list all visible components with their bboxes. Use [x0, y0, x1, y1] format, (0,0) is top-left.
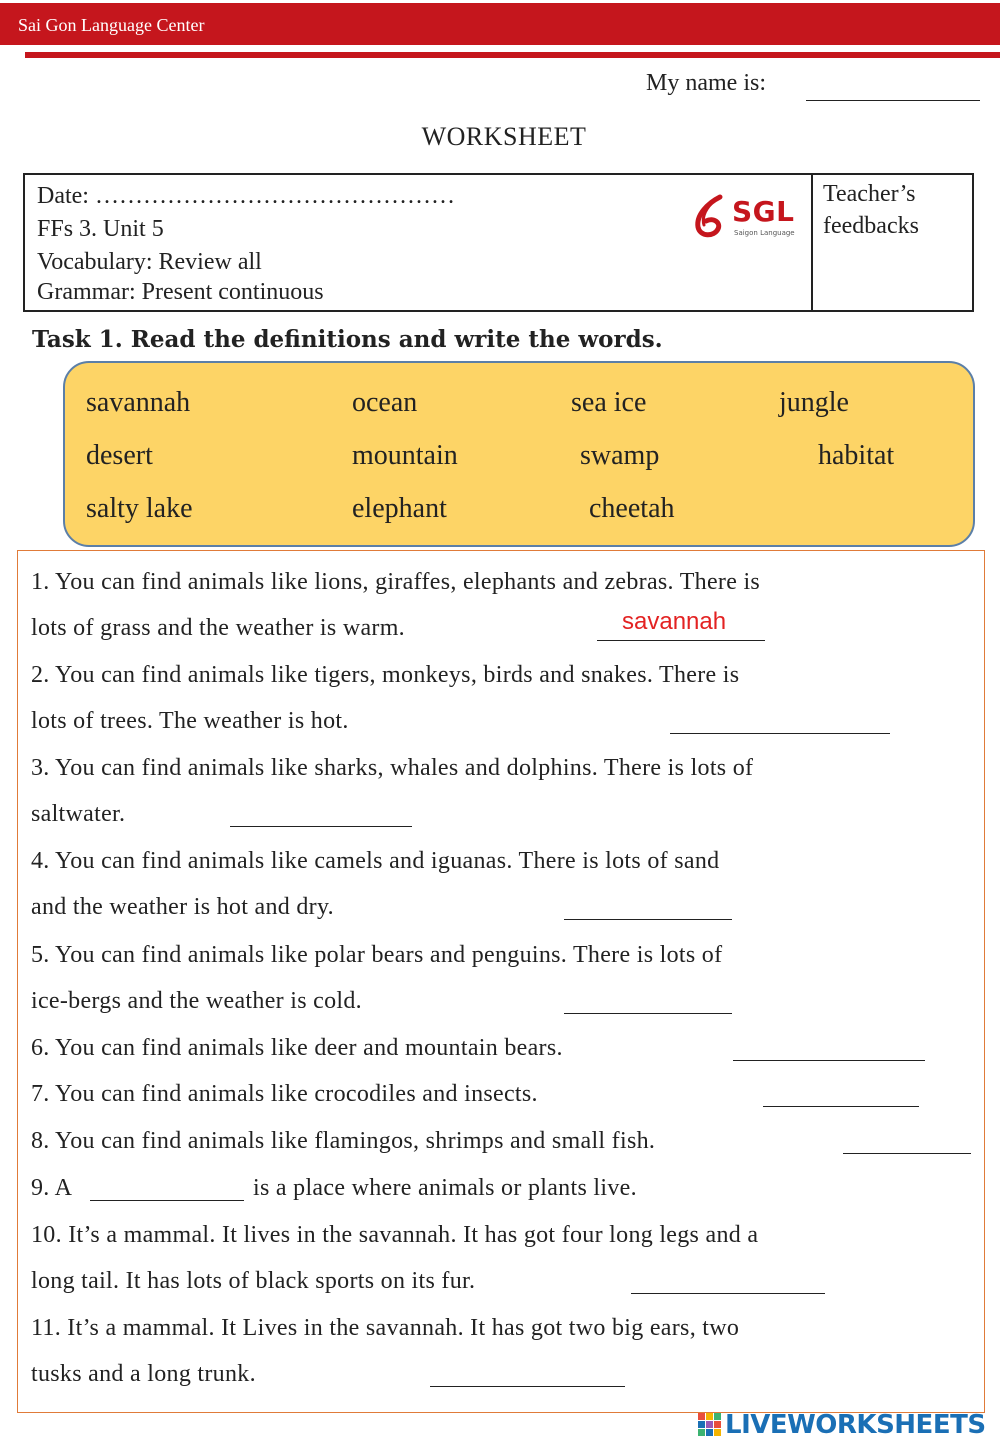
word-salty-lake: salty lake — [86, 493, 193, 524]
answer-4-blank[interactable] — [564, 919, 732, 920]
vocabulary-line: Vocabulary: Review all — [37, 249, 262, 275]
question-1-line-2: lots of grass and the weather is warm. — [31, 615, 405, 641]
question-3-line-1: 3. You can find animals like sharks, whales and dolphins. There is lots of — [31, 755, 754, 781]
answer-2-blank[interactable] — [670, 733, 890, 734]
answer-1-text: savannah — [622, 608, 727, 635]
question-2-line-1: 2. You can find animals like tigers, monkeys, birds and snakes. There is — [31, 662, 740, 688]
task1-title: Task 1. Read the definitions and write the words. — [32, 326, 663, 353]
question-8: 8. You can find animals like flamingos, shrimps and small fish. — [31, 1128, 656, 1154]
question-10-line-1: 10. It’s a mammal. It lives in the savannah. It has got four long legs and a — [31, 1222, 759, 1248]
question-9-end: is a place where animals or plants live. — [253, 1175, 637, 1201]
feedback-label-2: feedbacks — [823, 213, 919, 239]
word-mountain: mountain — [352, 440, 458, 471]
word-elephant: elephant — [352, 493, 447, 524]
question-3-line-2: saltwater. — [31, 801, 126, 827]
answer-7-blank[interactable] — [763, 1106, 919, 1107]
word-ocean: ocean — [352, 387, 418, 418]
logo-subtext: Saigon Language — [734, 229, 795, 237]
word-savannah: savannah — [86, 387, 191, 418]
feedback-divider — [811, 175, 813, 310]
question-11-line-1: 11. It’s a mammal. It Lives in the savannah. It has got two big ears, two — [31, 1315, 740, 1341]
liveworksheets-brand: LIVEWORKSHEETS — [725, 1410, 986, 1440]
answer-10-blank[interactable] — [631, 1293, 825, 1294]
answer-5-blank[interactable] — [564, 1013, 732, 1014]
feedback-label-1: Teacher’s — [823, 181, 916, 207]
question-11-line-2: tusks and a long trunk. — [31, 1361, 256, 1387]
word-desert: desert — [86, 440, 153, 471]
name-input[interactable] — [806, 100, 980, 101]
word-bank — [63, 361, 975, 547]
sgl-swirl-icon — [690, 193, 730, 241]
grammar-line: Grammar: Present continuous — [37, 279, 324, 305]
word-cheetah: cheetah — [589, 493, 675, 524]
answer-8-blank[interactable] — [843, 1153, 971, 1154]
question-9-start: 9. A — [31, 1175, 73, 1201]
word-habitat: habitat — [818, 440, 895, 471]
word-swamp: swamp — [580, 440, 660, 471]
center-name: Sai Gon Language Center — [18, 15, 205, 35]
question-4-line-2: and the weather is hot and dry. — [31, 894, 334, 920]
answer-3-blank[interactable] — [230, 826, 412, 827]
question-10-line-2: long tail. It has lots of black sports on its fur. — [31, 1268, 476, 1294]
question-2-line-2: lots of trees. The weather is hot. — [31, 708, 349, 734]
date-line: Date: ……………………………………… — [37, 183, 455, 209]
liveworksheets-icon — [698, 1413, 722, 1437]
answer-6-blank[interactable] — [733, 1060, 925, 1061]
answer-9-blank[interactable] — [90, 1200, 244, 1201]
sgl-logo — [690, 193, 800, 243]
info-box — [23, 173, 974, 312]
page-title: WORKSHEET — [421, 122, 587, 151]
answer-1-blank[interactable] — [597, 640, 765, 641]
question-4-line-1: 4. You can find animals like camels and iguanas. There is lots of sand — [31, 848, 720, 874]
question-1-line-1: 1. You can find animals like lions, giraffes, elephants and zebras. There is — [31, 569, 761, 595]
question-5-line-2: ice-bergs and the weather is cold. — [31, 988, 362, 1014]
logo-text: SGL — [732, 195, 795, 228]
name-label: My name is: — [646, 70, 766, 96]
unit-line: FFs 3. Unit 5 — [37, 216, 164, 242]
answer-11-blank[interactable] — [430, 1386, 625, 1387]
header-bar — [0, 3, 1000, 45]
word-sea-ice: sea ice — [571, 387, 647, 418]
word-jungle: jungle — [779, 387, 849, 418]
question-7: 7. You can find animals like crocodiles and insects. — [31, 1081, 538, 1107]
header-divider — [25, 52, 1000, 58]
question-5-line-1: 5. You can find animals like polar bears and penguins. There is lots of — [31, 942, 723, 968]
question-6: 6. You can find animals like deer and mountain bears. — [31, 1035, 563, 1061]
